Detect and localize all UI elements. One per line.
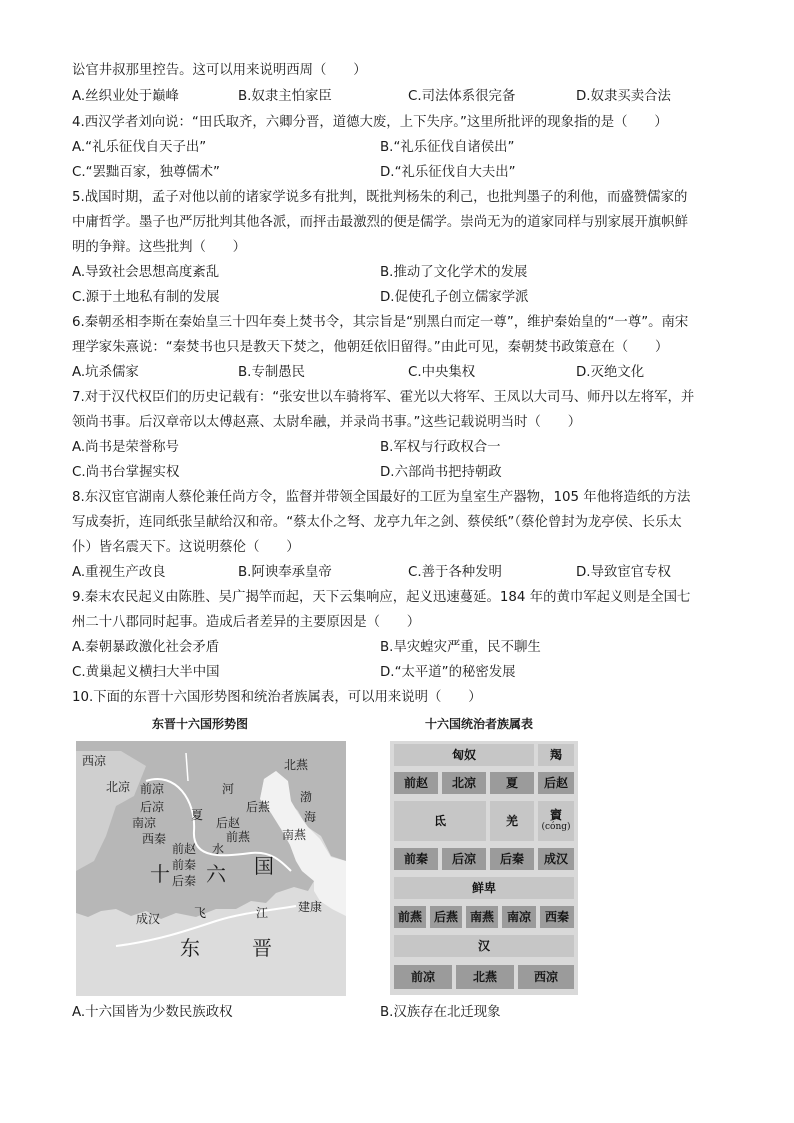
q6-option-b[interactable]: B.专制愚民 [238,365,306,380]
q5-option-a[interactable]: A.导致社会思想高度紊乱 [72,265,220,280]
state-cell: 成汉 [538,848,574,870]
state-cell: 北凉 [442,772,486,794]
q4-option-b[interactable]: B.“礼乐征伐自诸侯出” [380,140,515,155]
header-qiang: 羌 [490,801,534,841]
header-di: 氐 [394,801,486,841]
map-label-hai: 海 [304,810,317,824]
map-label-qianliang: 前凉 [140,782,165,796]
header-cong-char: 賨 [549,808,562,822]
header-han: 汉 [394,935,574,957]
header-xianbei: 鲜卑 [394,877,574,899]
header-xiongnu: 匈奴 [394,744,534,766]
q8-stem-3: 仆）皆名震天下。这说明蔡伦（ ） [72,540,300,555]
map-label-jin: 晋 [252,936,272,960]
header-jie: 羯 [538,744,574,766]
q8-option-a[interactable]: A.重视生产改良 [72,565,166,580]
state-cell: 南凉 [502,906,536,928]
q10-stem: 10.下面的东晋十六国形势图和统治者族属表，可以用来说明（ ） [72,690,482,705]
map-label-houyan: 后燕 [246,800,271,814]
ethnicity-table [390,741,578,995]
q3-option-a[interactable]: A.丝织业处于巅峰 [72,89,179,104]
table-title: 十六国统治者族属表 [425,717,534,731]
map-label-liu: 六 [206,862,226,886]
header-cong-pinyin: (cóng) [541,822,571,832]
map-label-houzhao: 后赵 [216,816,241,830]
state-cell: 夏 [490,772,534,794]
map-label-beiyan: 北燕 [284,758,309,772]
map-title: 东晋十六国形势图 [152,717,249,731]
map-label-dong: 东 [180,936,200,960]
q4-option-c[interactable]: C.“罢黜百家，独尊儒术” [72,165,220,180]
q9-stem-1: 9.秦末农民起义由陈胜、吴广揭竿而起，天下云集响应，起义迅速蔓延。184 年的黄巾军起义则是全国七 [72,590,691,605]
map-label-xia: 夏 [191,808,204,822]
q5-stem-1: 5.战国时期，孟子对他以前的诸家学说多有批判，既批判杨朱的利己，也批判墨子的利他，而盛赞儒家的 [72,190,688,205]
q5-option-d[interactable]: D.促使孔子创立儒家学派 [380,290,529,305]
state-cell: 后燕 [430,906,462,928]
map-label-nanliang: 南凉 [132,816,157,830]
q5-stem-2: 中庸哲学。墨子也严厉批判其他各派，而抨击最激烈的便是儒学。崇尚无为的道家同样与别家展开旗帜鲜 [72,215,688,230]
q6-stem-1: 6.秦朝丞相李斯在秦始皇三十四年奏上焚书令，其宗旨是“别黑白而定一尊”，维护秦始皇的“一尊”。南宋 [72,315,689,330]
state-cell: 西秦 [540,906,574,928]
map-label-fei: 飞 [194,906,207,920]
q4-option-a[interactable]: A.“礼乐征伐自天子出” [72,140,207,155]
map-label-chenghan: 成汉 [136,912,161,926]
map-label-nanyan: 南燕 [282,828,307,842]
q4-option-d[interactable]: D.“礼乐征伐自大夫出” [380,165,516,180]
state-cell: 后凉 [442,848,486,870]
map-label-jiankang: 建康 [298,900,323,914]
map-label-he: 河 [222,782,235,796]
map-label-guo: 国 [254,854,274,878]
q7-option-c[interactable]: C.尚书台掌握实权 [72,465,180,480]
state-cell: 前凉 [394,965,452,989]
state-cell: 前燕 [394,906,426,928]
q7-option-b[interactable]: B.军权与行政权合一 [380,440,501,455]
q9-option-b[interactable]: B.旱灾蝗灾严重，民不聊生 [380,640,541,655]
q4-stem: 4.西汉学者刘向说：“田氏取齐，六卿分晋，道德大废，上下失序。”这里所批评的现象指的是（ ） [72,115,668,130]
state-cell: 后赵 [538,772,574,794]
map-label-qianzhao: 前赵 [172,842,197,856]
q6-option-d[interactable]: D.灭绝文化 [576,365,645,380]
q9-stem-2: 州二十八郡同时起事。造成后者差异的主要原因是（ ） [72,615,421,630]
state-cell: 南燕 [466,906,498,928]
q9-option-d[interactable]: D.“太平道”的秘密发展 [380,665,516,680]
q9-option-c[interactable]: C.黄巢起义横扫大半中国 [72,665,220,680]
q10-option-a[interactable]: A.十六国皆为少数民族政权 [72,1005,233,1020]
q8-stem-1: 8.东汉宦官湖南人蔡伦兼任尚方令，监督并带领全国最好的工匠为皇室生产器物，105 年他将造纸的方法 [72,490,691,505]
map-label-xiqin: 西秦 [142,832,167,846]
state-cell: 后秦 [490,848,534,870]
q5-option-b[interactable]: B.推动了文化学术的发展 [380,265,528,280]
q7-option-a[interactable]: A.尚书是荣誉称号 [72,440,179,455]
q3-option-d[interactable]: D.奴隶买卖合法 [576,89,671,104]
header-cong [538,801,574,841]
map-figure [76,741,346,996]
q3-option-b[interactable]: B.奴隶主怕家臣 [238,89,332,104]
map-label-jiang: 江 [256,906,269,920]
q8-option-b[interactable]: B.阿谀奉承皇帝 [238,565,332,580]
q6-option-c[interactable]: C.中央集权 [408,365,476,380]
q7-stem-2: 领尚书事。后汉章帝以太傅赵熹、太尉牟融，并录尚书事。”这些记载说明当时（ ） [72,415,582,430]
q8-stem-2: 写成奏折，连同纸张呈献给汉和帝。“蔡太仆之弩、龙亭九年之剑、蔡侯纸”（蔡伦曾封为龙亭侯、长乐太 [72,515,682,530]
map-label-beiliang: 北凉 [106,780,131,794]
q2-stem-end: 讼官井叔那里控告。这可以用来说明西周（ ） [72,63,367,78]
state-cell: 北燕 [456,965,514,989]
q8-option-c[interactable]: C.善于各种发明 [408,565,502,580]
map-label-shi: 十 [150,862,170,886]
map-label-houqin: 后秦 [172,874,197,888]
q6-stem-2: 理学家朱熹说：“秦焚书也只是教天下焚之，他朝廷依旧留得。”由此可见，秦朝焚书政策意在（ ） [72,340,669,355]
q7-stem-1: 7.对于汉代权臣们的历史记载有：“张安世以车骑将军、霍光以大将军、王凤以大司马、师丹以左将军，并 [72,390,695,405]
map-label-bohai: 渤 [300,790,313,804]
state-cell: 前赵 [394,772,438,794]
map-label-houliang: 后凉 [140,800,165,814]
q5-option-c[interactable]: C.源于土地私有制的发展 [72,290,220,305]
q9-option-a[interactable]: A.秦朝暴政激化社会矛盾 [72,640,220,655]
q6-option-a[interactable]: A.坑杀儒家 [72,365,139,380]
state-cell: 西凉 [518,965,574,989]
map-label-qianqin: 前秦 [172,858,197,872]
q3-option-c[interactable]: C.司法体系很完备 [408,89,516,104]
q5-stem-3: 明的争辩。这些批判（ ） [72,240,247,255]
map-label-qianyan: 前燕 [226,830,251,844]
q10-option-b[interactable]: B.汉族存在北迁现象 [380,1005,501,1020]
map-label-xiliang: 西凉 [82,754,107,768]
q8-option-d[interactable]: D.导致宦官专权 [576,565,671,580]
state-cell: 前秦 [394,848,438,870]
map-label-shui: 水 [212,842,225,856]
q7-option-d[interactable]: D.六部尚书把持朝政 [380,465,502,480]
